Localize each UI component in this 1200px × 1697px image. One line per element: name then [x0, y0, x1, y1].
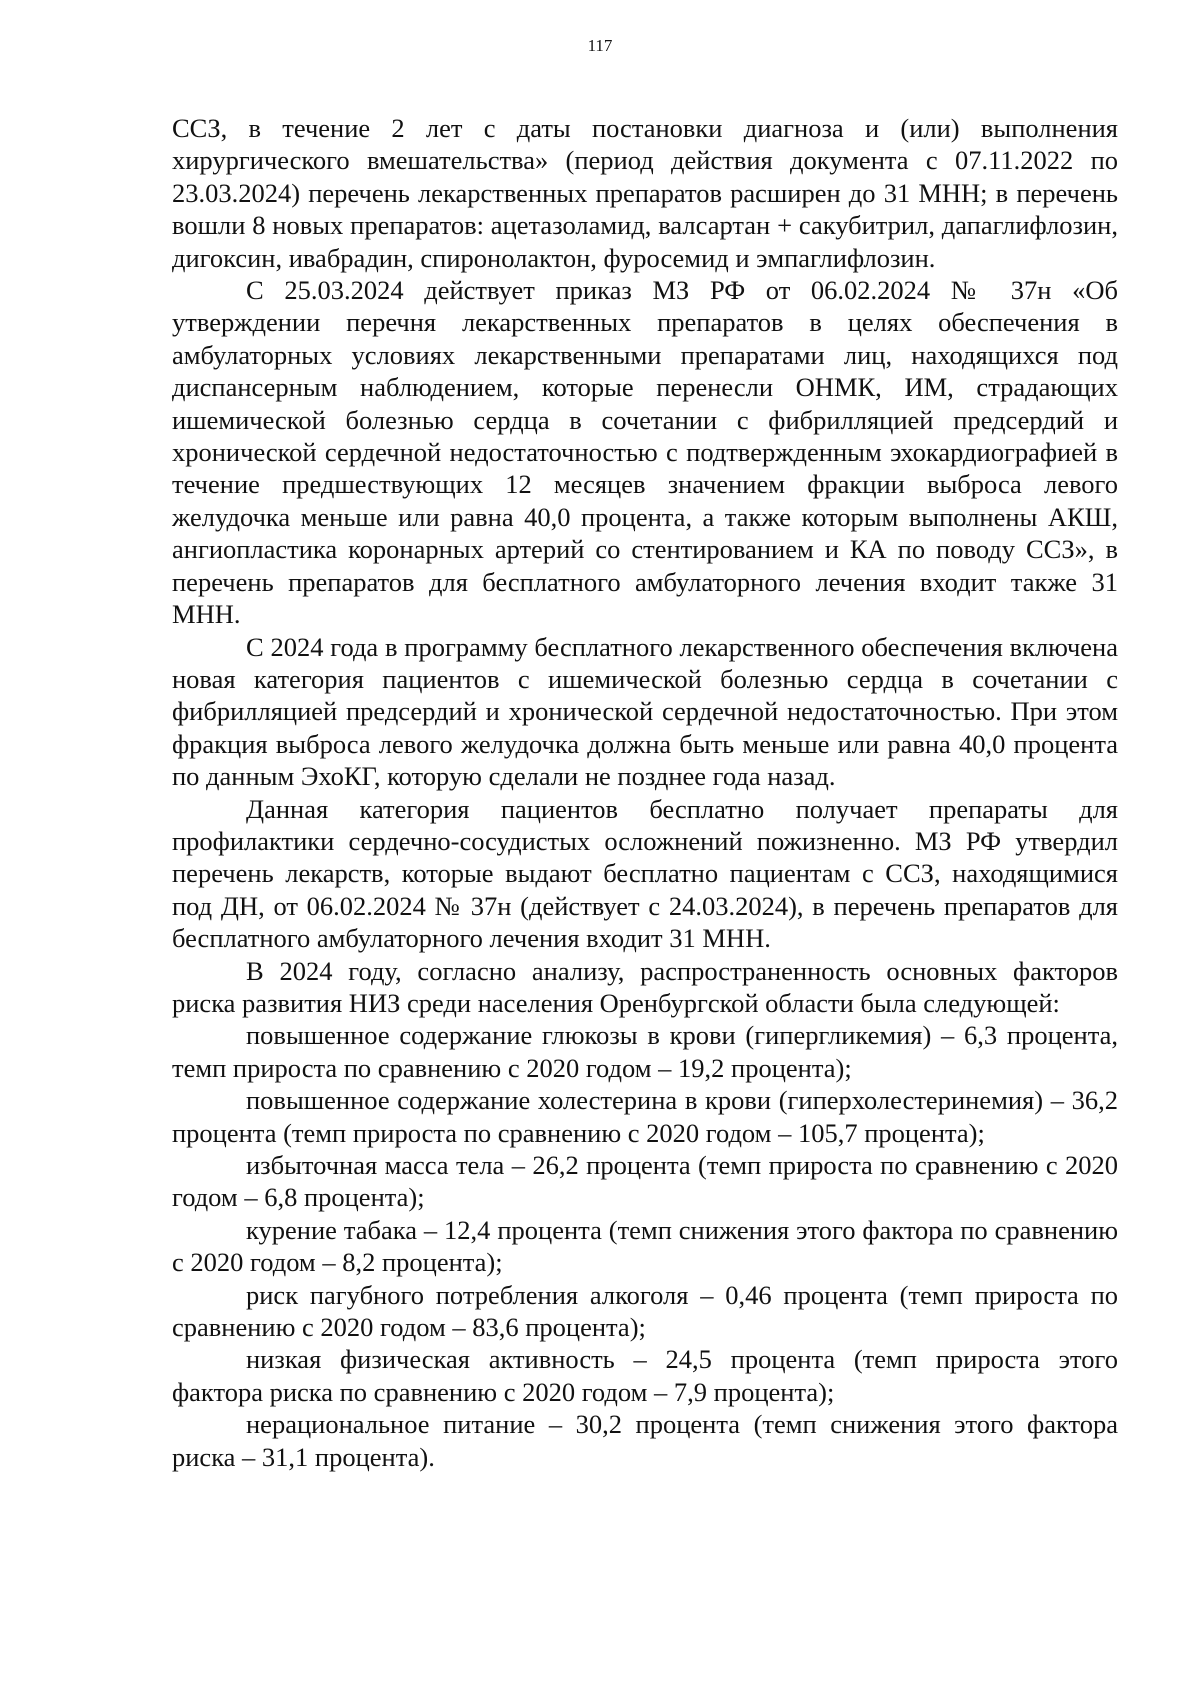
paragraph-order-37n: С 25.03.2024 действует приказ МЗ РФ от 06.02.2024 № 37н «Об утверждении перечня лекарственных препаратов в целях обеспечения в амбулаторных условиях лекарственными препаратами лиц, находящихся под диспансерным наблюдением, которые перенесли ОНМК, ИМ, страдающих ишемической болезнью сердца в сочетании с фибрилляцией предсердий и хронической сердечной недостаточностью с подтвержденным эхокардиографией в течение предшествующих 12 месяцев значением фракции выброса левого желудочка меньше или равна 40,0 процента, а также которым выполнены АКШ, ангиопластика коронарных артерий со стентированием и КА по поводу ССЗ», в перечень препаратов для бесплатного амбулаторного лечения входит также 31 МНН.: [172, 275, 1118, 630]
document-body: [172, 112, 1118, 1473]
risk-factor-smoking: курение табака – 12,4 процента (темп снижения этого фактора по сравнению с 2020 годом – 8,2 процента);: [172, 1214, 1118, 1278]
paragraph-lifelong-drugs: Данная категория пациентов бесплатно получает препараты для профилактики сердечно-сосудистых осложнений пожизненно. МЗ РФ утвердил перечень лекарств, которые выдают бесплатно пациентам с ССЗ, находящимися под ДН, от 06.02.2024 № 37н (действует с 24.03.2024), в перечень препаратов для бесплатного амбулаторного лечения входит 31 МНН.: [172, 793, 1118, 954]
risk-factor-glucose: повышенное содержание глюкозы в крови (гипергликемия) – 6,3 процента, темп прироста по сравнению с 2020 годом – 19,2 процента);: [172, 1020, 1118, 1083]
risk-factor-cholesterol: повышенное содержание холестерина в крови (гиперхолестеринемия) – 36,2 процента (темп прироста по сравнению с 2020 годом – 105,7 процента);: [172, 1085, 1118, 1148]
page-number: 117: [587, 36, 613, 55]
risk-factor-low-activity: низкая физическая активность – 24,5 процента (темп прироста этого фактора риска по сравнению с 2020 годом – 7,9 процента);: [172, 1344, 1118, 1407]
risk-factor-alcohol: риск пагубного потребления алкоголя – 0,46 процента (темп прироста по сравнению с 2020 годом – 83,6 процента);: [172, 1279, 1118, 1343]
paragraph-new-category: С 2024 года в программу бесплатного лекарственного обеспечения включена новая категория пациентов с ишемической болезнью сердца в сочетании с фибрилляцией предсердий и хронической сердечной недостаточностью. При этом фракция выброса левого желудочка должна быть меньше или равна 40,0 процента по данным ЭхоКГ, которую сделали не позднее года назад.: [172, 631, 1118, 792]
paragraph-risk-factors-intro: В 2024 году, согласно анализу, распространенность основных факторов риска развития НИЗ среди населения Оренбургской области была следующей:: [172, 955, 1118, 1018]
paragraph-continuation: ССЗ, в течение 2 лет с даты постановки диагноза и (или) выполнения хирургического вмешательства» (период действия документа с 07.11.2022 по 23.03.2024) перечень лекарственных препаратов расширен до 31 МНН; в перечень вошли 8 новых препаратов: ацетазоламид, валсартан + сакубитрил, дапаглифлозин, дигоксин, ивабрадин, спиронолактон, фуросемид и эмпаглифлозин.: [172, 113, 1118, 273]
risk-factor-nutrition: нерациональное питание – 30,2 процента (темп снижения этого фактора риска – 31,1 процента).: [172, 1409, 1118, 1472]
risk-factor-overweight: избыточная масса тела – 26,2 процента (темп прироста по сравнению с 2020 годом – 6,8 процента);: [172, 1150, 1118, 1213]
